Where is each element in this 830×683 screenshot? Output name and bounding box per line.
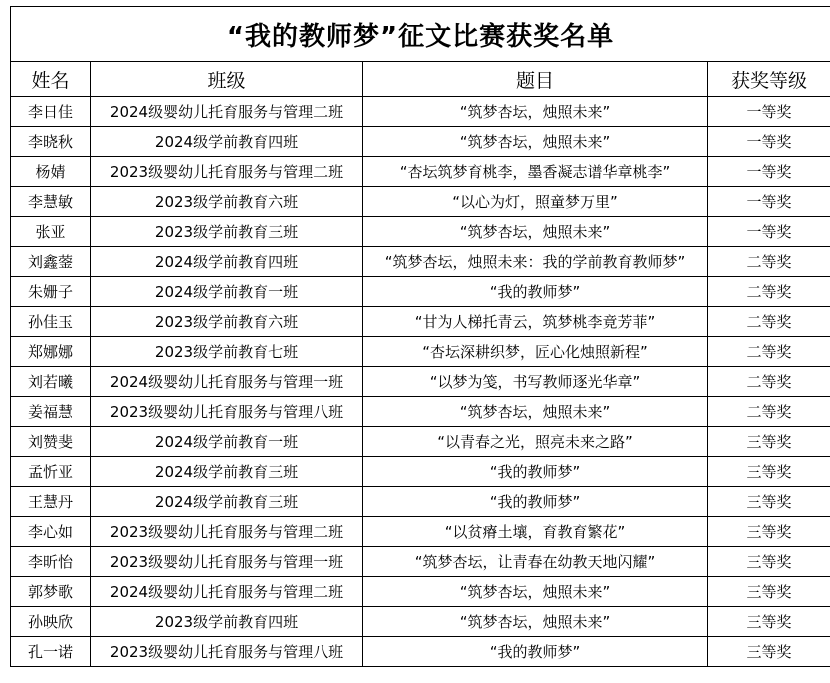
table-row: [11, 247, 830, 277]
table-row: [11, 547, 830, 577]
cell-topic: “我的教师梦”: [363, 487, 708, 517]
cell-class: 2024级学前教育四班: [91, 247, 363, 277]
cell-name: 郭梦歌: [11, 577, 91, 607]
cell-topic: “筑梦杏坛，让青春在幼教天地闪耀”: [363, 547, 708, 577]
cell-class: 2024级婴幼儿托育服务与管理二班: [91, 577, 363, 607]
cell-topic: “以梦为笺，书写教师逐光华章”: [363, 367, 708, 397]
cell-name: 孙映欣: [11, 607, 91, 637]
cell-name: 李日佳: [11, 97, 91, 127]
cell-class: 2023级学前教育三班: [91, 217, 363, 247]
cell-topic: “我的教师梦”: [363, 277, 708, 307]
cell-name: 李心如: [11, 517, 91, 547]
cell-class: 2023级婴幼儿托育服务与管理八班: [91, 637, 363, 667]
cell-name: 李昕怡: [11, 547, 91, 577]
table-row: [11, 457, 830, 487]
cell-award-level: 一等奖: [708, 157, 830, 187]
cell-name: 郑娜娜: [11, 337, 91, 367]
cell-award-level: 三等奖: [708, 577, 830, 607]
cell-award-level: 三等奖: [708, 427, 830, 457]
table-row: [11, 307, 830, 337]
table-row: [11, 157, 830, 187]
header-class: 班级: [91, 62, 363, 97]
table-row: [11, 607, 830, 637]
cell-award-level: 一等奖: [708, 97, 830, 127]
cell-award-level: 二等奖: [708, 367, 830, 397]
cell-award-level: 二等奖: [708, 337, 830, 367]
cell-topic: “筑梦杏坛，烛照未来”: [363, 127, 708, 157]
cell-topic: “杏坛深耕织梦，匠心化烛照新程”: [363, 337, 708, 367]
cell-name: 孟忻亚: [11, 457, 91, 487]
cell-class: 2024级学前教育一班: [91, 277, 363, 307]
award-list-table: [10, 6, 830, 667]
page-title: “我的教师梦”征文比赛获奖名单: [11, 7, 830, 62]
cell-class: 2023级学前教育六班: [91, 307, 363, 337]
table-row: [11, 427, 830, 457]
cell-award-level: 三等奖: [708, 547, 830, 577]
cell-award-level: 三等奖: [708, 457, 830, 487]
cell-topic: “我的教师梦”: [363, 457, 708, 487]
cell-topic: “筑梦杏坛，烛照未来”: [363, 217, 708, 247]
cell-award-level: 三等奖: [708, 487, 830, 517]
cell-name: 刘赞斐: [11, 427, 91, 457]
table-row: [11, 187, 830, 217]
table-row: [11, 577, 830, 607]
cell-class: 2024级学前教育四班: [91, 127, 363, 157]
cell-award-level: 三等奖: [708, 637, 830, 667]
cell-award-level: 二等奖: [708, 307, 830, 337]
cell-name: 朱姗子: [11, 277, 91, 307]
table-row: [11, 397, 830, 427]
cell-class: 2023级婴幼儿托育服务与管理二班: [91, 517, 363, 547]
cell-award-level: 一等奖: [708, 217, 830, 247]
cell-award-level: 二等奖: [708, 397, 830, 427]
cell-award-level: 一等奖: [708, 187, 830, 217]
table-row: [11, 217, 830, 247]
table-row: [11, 127, 830, 157]
cell-name: 李晓秋: [11, 127, 91, 157]
cell-award-level: 三等奖: [708, 607, 830, 637]
cell-class: 2023级学前教育七班: [91, 337, 363, 367]
table-row: [11, 637, 830, 667]
cell-topic: “以贫瘠土壤，育教育繁花”: [363, 517, 708, 547]
table-row: [11, 487, 830, 517]
cell-topic: “以青春之光，照亮未来之路”: [363, 427, 708, 457]
cell-class: 2023级学前教育六班: [91, 187, 363, 217]
cell-topic: “甘为人梯托青云，筑梦桃李竟芳菲”: [363, 307, 708, 337]
title-row: [11, 7, 830, 62]
cell-name: 杨婧: [11, 157, 91, 187]
cell-topic: “以心为灯，照童梦万里”: [363, 187, 708, 217]
table-row: [11, 517, 830, 547]
cell-class: 2023级婴幼儿托育服务与管理二班: [91, 157, 363, 187]
header-topic: 题目: [363, 62, 708, 97]
cell-class: 2023级婴幼儿托育服务与管理一班: [91, 547, 363, 577]
cell-award-level: 二等奖: [708, 247, 830, 277]
table-row: [11, 337, 830, 367]
cell-name: 姜福慧: [11, 397, 91, 427]
cell-name: 刘鑫蓥: [11, 247, 91, 277]
cell-award-level: 三等奖: [708, 517, 830, 547]
cell-class: 2024级婴幼儿托育服务与管理一班: [91, 367, 363, 397]
cell-topic: “筑梦杏坛，烛照未来”: [363, 397, 708, 427]
cell-award-level: 一等奖: [708, 127, 830, 157]
cell-class: 2024级学前教育三班: [91, 457, 363, 487]
table-row: [11, 277, 830, 307]
cell-topic: “筑梦杏坛，烛照未来”: [363, 607, 708, 637]
cell-class: 2024级学前教育三班: [91, 487, 363, 517]
cell-award-level: 二等奖: [708, 277, 830, 307]
cell-name: 李慧敏: [11, 187, 91, 217]
header-row: [11, 62, 830, 97]
cell-name: 孙佳玉: [11, 307, 91, 337]
cell-topic: “我的教师梦”: [363, 637, 708, 667]
header-award-level: 获奖等级: [708, 62, 830, 97]
cell-class: 2023级婴幼儿托育服务与管理八班: [91, 397, 363, 427]
cell-name: 孔一诺: [11, 637, 91, 667]
cell-topic: “杏坛筑梦育桃李，墨香凝志谱华章桃李”: [363, 157, 708, 187]
cell-class: 2024级学前教育一班: [91, 427, 363, 457]
cell-topic: “筑梦杏坛，烛照未来：我的学前教育教师梦”: [363, 247, 708, 277]
cell-name: 张亚: [11, 217, 91, 247]
table-row: [11, 367, 830, 397]
cell-class: 2023级学前教育四班: [91, 607, 363, 637]
cell-name: 王慧丹: [11, 487, 91, 517]
cell-name: 刘若曦: [11, 367, 91, 397]
cell-topic: “筑梦杏坛，烛照未来”: [363, 577, 708, 607]
table-row: [11, 97, 830, 127]
cell-class: 2024级婴幼儿托育服务与管理二班: [91, 97, 363, 127]
cell-topic: “筑梦杏坛，烛照未来”: [363, 97, 708, 127]
header-name: 姓名: [11, 62, 91, 97]
